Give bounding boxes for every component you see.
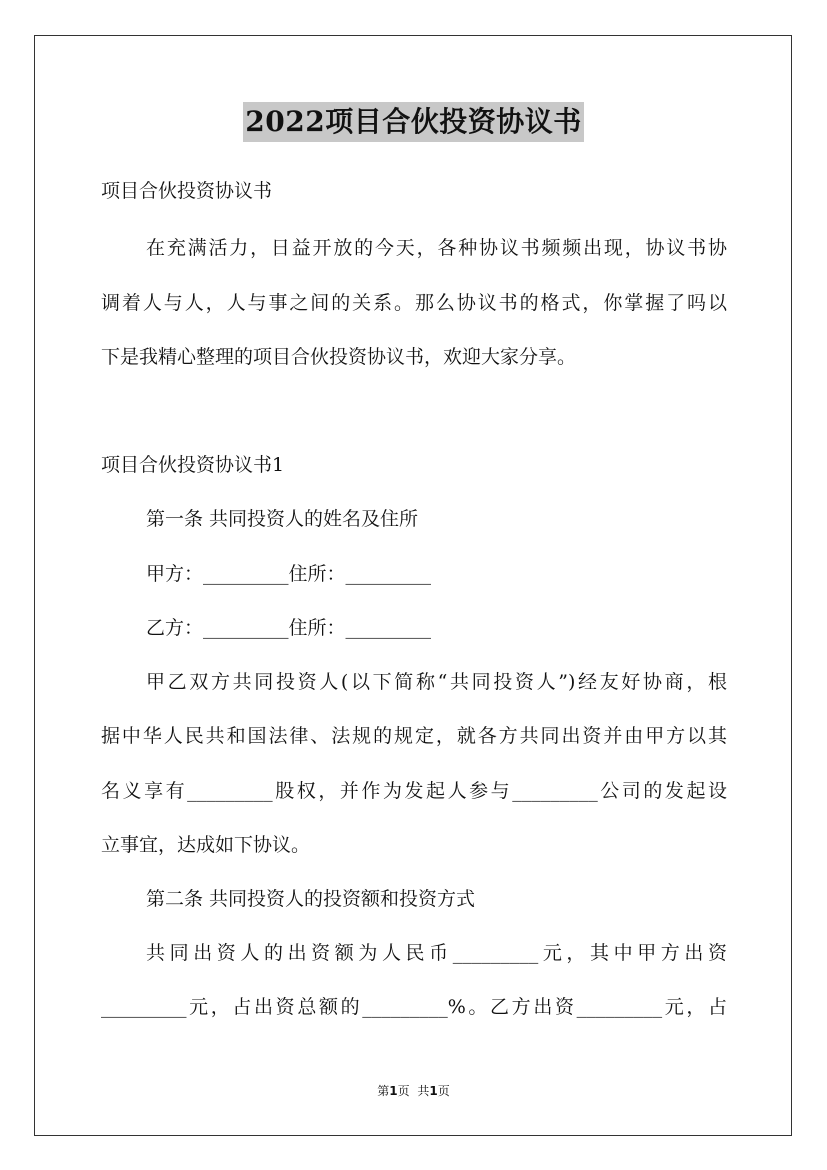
paragraph-line: 据中华人民共和国法律、法规的规定，就各方共同出资并由甲方以其 xyxy=(101,725,727,747)
page-footer xyxy=(0,1082,827,1099)
paragraph-line: _________元，占出资总额的_________%。乙方出资_________元，占 xyxy=(101,996,727,1018)
paragraph-line: 共同出资人的出资额为人民币_________元，其中甲方出资 xyxy=(146,942,727,964)
document-title: 2022项目合伙投资协议书 xyxy=(243,102,583,142)
page-number: 1 xyxy=(389,1084,398,1098)
paragraph-line: 甲乙双方共同投资人(以下简称“共同投资人”)经友好协商，根 xyxy=(146,671,727,693)
paragraph-line: 在充满活力，日益开放的今天，各种协议书频频出现，协议书协 xyxy=(146,237,727,259)
paragraph-line: 立事宜，达成如下协议。 xyxy=(101,834,311,856)
section-heading: 项目合伙投资协议书1 xyxy=(101,454,285,476)
title-wrap xyxy=(0,102,827,142)
article-heading: 第一条 共同投资人的姓名及住所 xyxy=(146,508,419,530)
total-prefix: 共 xyxy=(417,1084,430,1098)
article-heading: 第二条 共同投资人的投资额和投资方式 xyxy=(146,888,476,910)
page-suffix: 页 xyxy=(397,1084,410,1098)
total-suffix: 页 xyxy=(437,1084,450,1098)
party-line: 乙方：_________住所：_________ xyxy=(146,617,432,639)
paragraph-line: 下是我精心整理的项目合伙投资协议书，欢迎大家分享。 xyxy=(101,346,577,368)
paragraph-line: 调着人与人，人与事之间的关系。那么协议书的格式，你掌握了吗以 xyxy=(101,292,727,314)
total-pages: 1 xyxy=(429,1084,438,1098)
section-heading: 项目合伙投资协议书 xyxy=(101,180,273,202)
paragraph-line: 名义享有_________股权，并作为发起人参与_________公司的发起设 xyxy=(101,780,727,802)
party-line: 甲方：_________住所：_________ xyxy=(146,563,432,585)
page-prefix: 第 xyxy=(377,1084,390,1098)
